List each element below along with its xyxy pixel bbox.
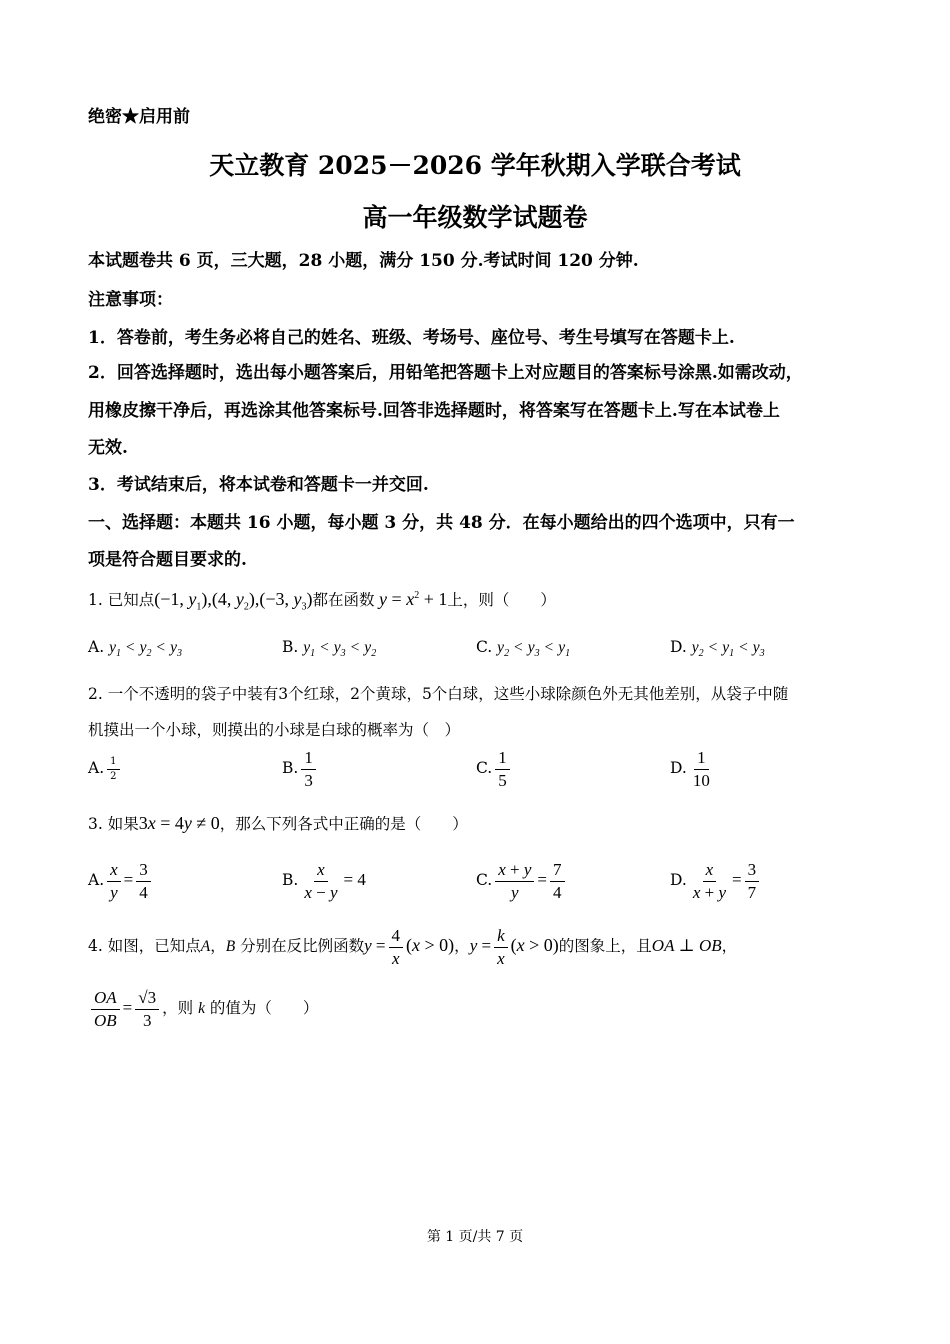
section-heading-line-2: 项是符合题目要求的. <box>88 550 247 570</box>
q1-prefix: 1. 已知点 <box>88 591 155 609</box>
notice-item-3: 3．考试结束后，将本试卷和答题卡一并交回. <box>88 475 429 495</box>
q1-mid: 都在函数 <box>312 591 375 609</box>
q3-condition: 3x = 4y ≠ 0 <box>138 813 220 833</box>
notice-heading: 注意事项： <box>88 290 173 310</box>
q1-option-d: D. $y_2 < y_1 < y_3$ <box>670 638 765 660</box>
exam-title: 天立教育 2025－2026 学年秋期入学联合考试 <box>209 151 741 180</box>
secret-mark: 绝密★启用前 <box>88 107 190 127</box>
question-3-stem: 3. 如果3x = 4y ≠ 0，那么下列各式中正确的是（ ） <box>88 813 468 833</box>
q3-option-c: C. $\frac{x + y}{y}$ = $\frac{7}{4}$ <box>476 860 568 902</box>
q1-option-a: A. $y_1 < y_2 < y_3$ <box>88 638 182 660</box>
exam-subtitle: 高一年级数学试题卷 <box>362 203 588 232</box>
q3-option-d: D. $\frac{x}{x + y}$ = $\frac{3}{7}$ <box>670 860 762 902</box>
section-heading-line-1: 一、选择题：本题共 16 小题，每小题 3 分，共 48 分．在每小题给出的四个选项中，只有一 <box>88 513 795 533</box>
q1-points: (−1, $y_1),(4$, $y_2),(-3$, $y_3$) <box>154 589 313 613</box>
notice-item-2-line-3: 无效. <box>88 438 128 458</box>
exam-summary: 本试题卷共 6 页，三大题，28 小题，满分 150 分.考试时间 120 分钟. <box>88 251 639 271</box>
q1-function: $y = x^2 + 1$ <box>379 589 448 609</box>
question-4-stem: 4. 如图，已知点A，B 分别在反比例函数y = $\frac{4}{x}$ (x > 0)，y = $\frac{k}{x}$ (x > 0)的图象上，且OA ⊥ OB， <box>88 926 738 968</box>
question-2-line-2: 机摸出一个小球，则摸出的小球是白球的概率为（ ） <box>88 721 461 739</box>
notice-item-2-line-1: 2．回答选择题时，选出每小题答案后，用铅笔把答题卡上对应题目的答案标号涂黑.如需改动， <box>88 363 803 383</box>
question-4-ratio: $\frac{OA}{OB}$ = $\frac{√3}{3}$ ，则 k 的值为（ ） <box>88 988 318 1030</box>
q2-option-c: C. $\frac{1}{5}$ <box>476 748 513 790</box>
q3-option-b: B. $\frac{x}{x - y}$ = 4 <box>282 860 366 902</box>
question-1-stem <box>88 588 556 613</box>
q1-suffix: 上，则（ ） <box>447 591 556 609</box>
page-footer: 第 1 页/共 7 页 <box>426 1229 524 1245</box>
q2-option-a: A. $\frac{1}{2}$ <box>88 756 123 782</box>
question-2-line-1: 2. 一个不透明的袋子中装有3个红球，2个黄球，5个白球，这些小球除颜色外无其他差别，从袋子中随 <box>88 685 789 703</box>
notice-item-1: 1．答卷前，考生务必将自己的姓名、班级、考场号、座位号、考生号填写在答题卡上. <box>88 328 735 348</box>
q2-option-d: D. $\frac{1}{10}$ <box>670 748 710 790</box>
q3-option-a: A. $\frac{x}{y}$ = $\frac{3}{4}$ <box>88 860 154 902</box>
q2-option-b: B. $\frac{1}{3}$ <box>282 748 319 790</box>
q1-option-c: C. $y_2 < y_3 < y_1$ <box>476 638 571 660</box>
q1-option-b: B. $y_1 < y_3 < y_2$ <box>282 638 377 660</box>
notice-item-2-line-2: 用橡皮擦干净后，再选涂其他答案标号.回答非选择题时，将答案写在答题卡上.写在本试卷上 <box>88 401 780 421</box>
